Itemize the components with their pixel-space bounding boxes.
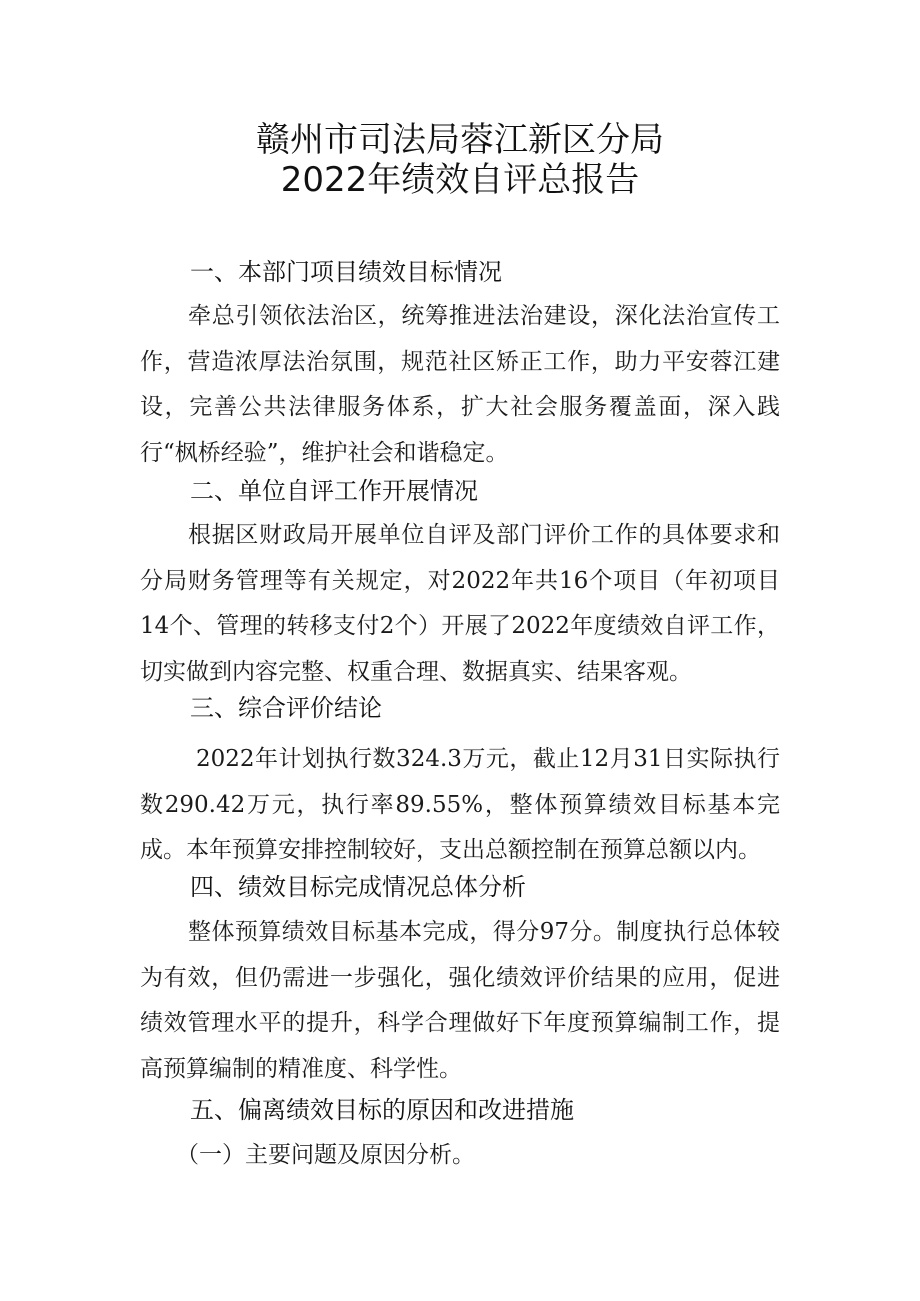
section-5-subheading: （一）主要问题及原因分析。 xyxy=(176,1142,475,1168)
section-4-paragraph: 整体预算绩效目标基本完成，得分97分。制度执行总体较为有效，但仍需进一步强化，强化绩效评价结果的应用，促进绩效管理水平的提升，科学合理做好下年度预算编制工作，提高预算编制的精准度、科学性。 xyxy=(140,919,780,1082)
section-4-heading: 四、绩效目标完成情况总体分析 xyxy=(190,873,526,901)
section-2-heading: 二、单位自评工作开展情况 xyxy=(190,477,478,505)
section-2-paragraph: 根据区财政局开展单位自评及部门评价工作的具体要求和分局财务管理等有关规定，对2022年共16个项目（年初项目14个、管理的转移支付2个）开展了2022年度绩效自评工作，切实做到内容完整、权重合理、数据真实、结果客观。 xyxy=(140,522,780,685)
section-1-paragraph: 牵总引领依法治区，统筹推进法治建设，深化法治宣传工作，营造浓厚法治氛围，规范社区矫正工作，助力平安蓉江建设，完善公共法律服务体系，扩大社会服务覆盖面，深入践行“枫桥经验”，维护社会和谐稳定。 xyxy=(140,303,780,466)
section-1-heading: 一、本部门项目绩效目标情况 xyxy=(190,258,502,286)
section-3-paragraph: 2022年计划执行数324.3万元，截止12月31日实际执行数290.42万元，执行率89.55%，整体预算绩效目标基本完成。本年预算安排控制较好，支出总额控制在预算总额以内。 xyxy=(140,746,780,863)
document-title-line2: 2022年绩效自评总报告 xyxy=(280,160,640,200)
section-3-heading: 三、综合评价结论 xyxy=(190,694,382,722)
section-5-heading: 五、偏离绩效目标的原因和改进措施 xyxy=(190,1096,574,1124)
document-title-line1: 赣州市司法局蓉江新区分局 xyxy=(256,120,664,160)
